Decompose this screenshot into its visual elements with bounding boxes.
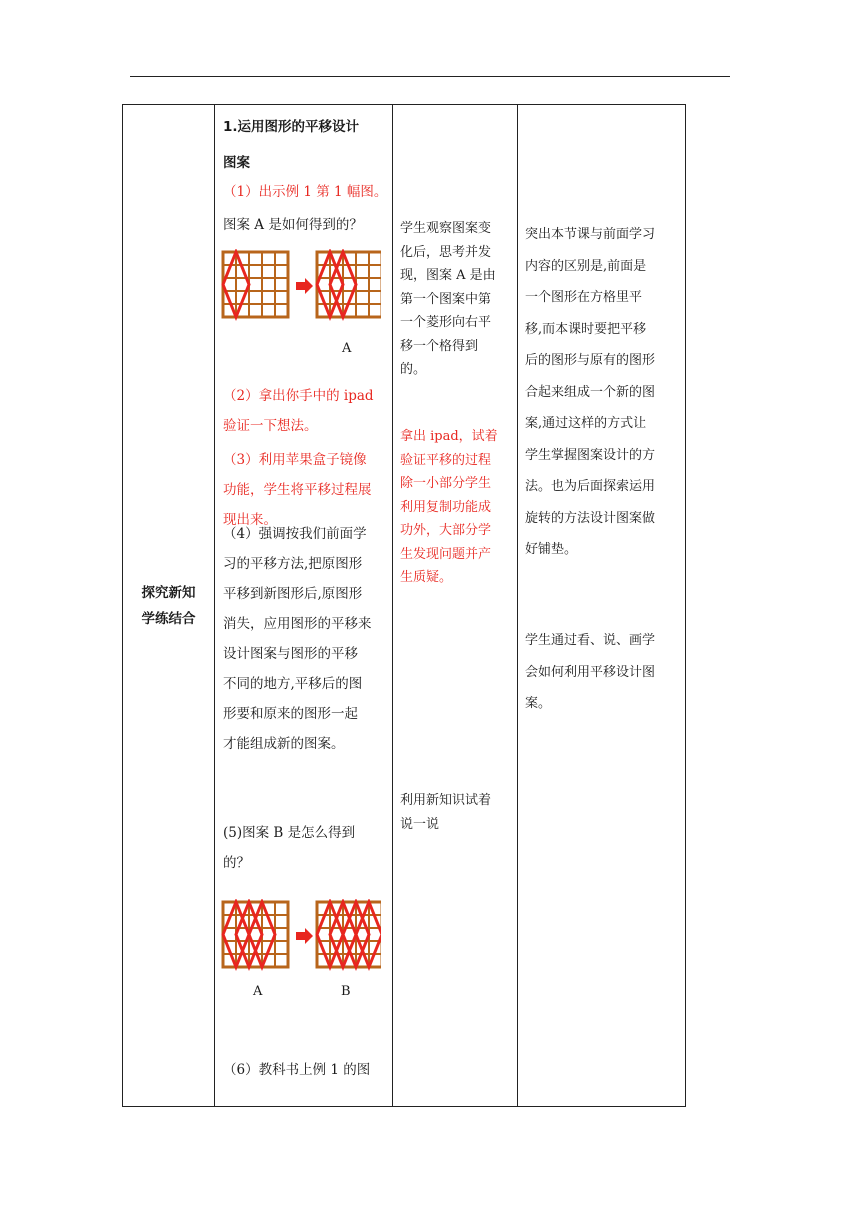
text-line: 法。也为后面探索运用 xyxy=(525,479,656,494)
grid-original xyxy=(223,252,288,317)
text-line: （2）拿出你手中的 ipad xyxy=(223,388,374,404)
section-label-line: 学练结合 xyxy=(141,611,196,627)
section-title xyxy=(223,109,359,181)
text-line: 的？ xyxy=(223,855,250,871)
figure-pattern-a xyxy=(221,249,381,323)
ipad-activity-text xyxy=(400,425,498,590)
text-line: 习的平移方法,把原图形 xyxy=(223,556,363,572)
text-line: 功外，大部分学 xyxy=(400,523,492,538)
text-line: 说一说 xyxy=(400,816,440,832)
text-line: 案,通过这样的方式让 xyxy=(525,416,647,431)
text-line: 不同的地方,平移后的图 xyxy=(223,676,363,692)
text-line: 的。 xyxy=(400,362,427,377)
text-line: 学生观察图案变 xyxy=(400,221,492,236)
text-line: 化后，思考并发 xyxy=(400,244,492,260)
header-rule xyxy=(130,76,730,77)
step1-question: 图案 A 是如何得到的？ xyxy=(223,217,363,233)
section-label-cell xyxy=(123,105,214,1106)
step5-text xyxy=(223,818,355,878)
design-intent-cell xyxy=(517,105,687,1106)
text-line: 生质疑。 xyxy=(400,570,453,585)
text-line: 才能组成新的图案。 xyxy=(223,736,345,752)
text-line: 拿出 ipad，试着 xyxy=(400,429,498,444)
grid-pattern-a xyxy=(223,902,288,967)
text-line: 案。 xyxy=(525,696,552,711)
step4-text xyxy=(223,519,372,759)
text-line: 设计图案与图形的平移 xyxy=(223,646,358,662)
arrow-shape xyxy=(296,928,313,944)
text-line: 现，图案 A 是由 xyxy=(400,268,496,283)
section-label-line: 探究新知 xyxy=(141,585,196,601)
text-line: 验证平移的过程 xyxy=(400,452,492,468)
text-line: 利用新知识试着 xyxy=(400,793,492,808)
figure-pattern-b xyxy=(221,899,381,973)
grid-pattern-b xyxy=(317,902,381,967)
text-line: 生发现问题并产 xyxy=(400,546,492,562)
arrow-shape xyxy=(296,278,313,294)
text-line: 学生掌握图案设计的方 xyxy=(525,447,656,463)
text-line: 平移到新图形后,原图形 xyxy=(223,586,363,602)
text-line: 第一个图案中第 xyxy=(400,291,492,307)
text-line: 验证一下想法。 xyxy=(223,418,318,434)
text-line: (5)图案 B 是怎么得到 xyxy=(223,825,356,841)
text-line: 一个菱形向右平 xyxy=(400,315,492,330)
caption-b: B xyxy=(341,984,351,999)
text-line: 会如何利用平移设计图 xyxy=(525,664,656,680)
section-label xyxy=(123,580,214,632)
arrow-icon xyxy=(296,278,313,294)
step6-text: （6）教科书上例 1 的图 xyxy=(223,1062,371,1078)
text-line: 功能，学生将平移过程展 xyxy=(223,482,372,498)
text-line: 移一个格得到 xyxy=(400,338,479,354)
caption-a: A xyxy=(342,341,352,356)
text-line: 移,而本课时要把平移 xyxy=(525,321,647,337)
lesson-table xyxy=(122,104,686,1107)
text-line: 消失，应用图形的平移来 xyxy=(223,616,372,632)
try-text xyxy=(400,789,491,836)
text-line: （4）强调按我们前面学 xyxy=(223,526,367,542)
text-line: 利用复制功能成 xyxy=(400,499,492,515)
student-activity-cell xyxy=(392,105,517,1106)
text-line: 学生通过看、说、画学 xyxy=(525,633,656,648)
text-line: 形要和原来的图形一起 xyxy=(223,706,358,722)
arrow-icon xyxy=(296,928,313,944)
text-line: 合起来组成一个新的图 xyxy=(525,384,656,400)
text-line: 突出本节课与前面学习 xyxy=(525,227,656,242)
caption-a: A xyxy=(253,984,263,999)
text-line: 好铺垫。 xyxy=(525,542,578,557)
step1-text: （1）出示例 1 第 1 幅图。 xyxy=(223,184,388,200)
text-line: 除一小部分学生 xyxy=(400,476,492,491)
title-line: 1.运用图形的平移设计 xyxy=(223,119,360,135)
intent-text xyxy=(525,219,655,566)
text-line: 内容的区别是,前面是 xyxy=(525,258,647,274)
teaching-process-cell xyxy=(214,105,392,1106)
summary-text xyxy=(525,625,655,720)
observation-text xyxy=(400,217,496,382)
text-line: 现出来。 xyxy=(223,512,277,528)
text-line: 一个图形在方格里平 xyxy=(525,290,643,305)
text-line: （3）利用苹果盒子镜像 xyxy=(223,452,367,468)
text-line: 后的图形与原有的图形 xyxy=(525,353,656,368)
text-line: 旋转的方法设计图案做 xyxy=(525,510,656,526)
title-line: 图案 xyxy=(223,155,250,171)
grid-pattern-a xyxy=(317,252,381,317)
step2-text xyxy=(223,381,374,441)
